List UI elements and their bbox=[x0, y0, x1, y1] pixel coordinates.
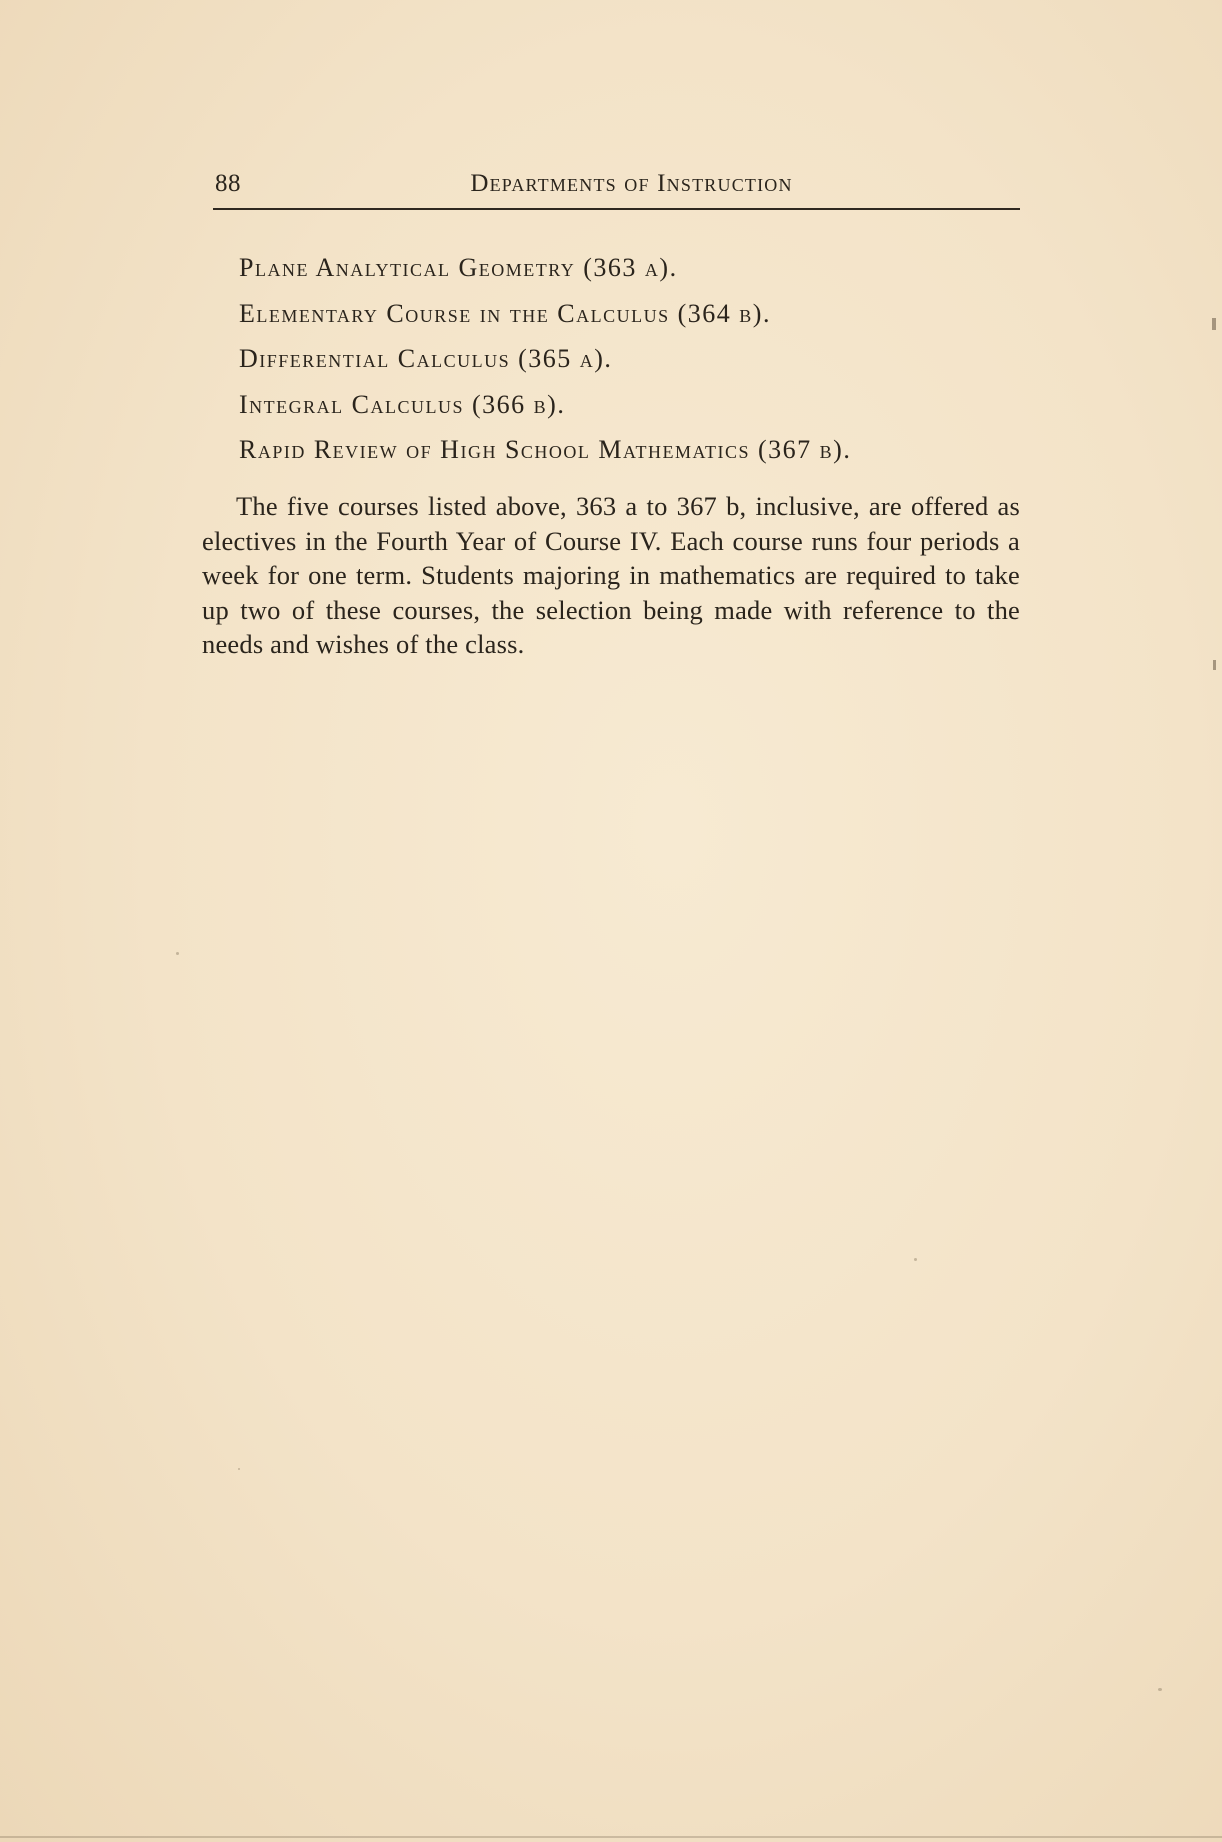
course-item: Rapid Review of High School Mathematics (367 b). bbox=[239, 435, 852, 464]
header-rule bbox=[213, 208, 1020, 210]
course-item: Integral Calculus (366 b). bbox=[239, 389, 566, 419]
paper-speck bbox=[176, 952, 179, 955]
running-head: Departments of Instruction bbox=[470, 170, 793, 197]
paper-speck bbox=[1158, 1688, 1162, 1691]
paper-speck bbox=[238, 1468, 240, 1470]
page-number: 88 bbox=[215, 170, 241, 197]
course-item: Plane Analytical Geometry (363 a). bbox=[239, 253, 678, 282]
course-item: Differential Calculus (365 a). bbox=[239, 344, 613, 373]
course-item: Elementary Course in the Calculus (364 b). bbox=[239, 298, 771, 328]
course-description: The five courses listed above, 363 a to 367 b, inclusive, are offered as electives in the Fourth Year of Course IV. Each course runs four periods a week for one term. Students majoring in mathematics are required to take up two of these courses, the selection being made with reference to the needs and wishes of the class. bbox=[202, 491, 1020, 660]
course-list bbox=[239, 250, 851, 478]
edge-mark bbox=[1213, 660, 1216, 670]
page-header bbox=[213, 162, 1020, 206]
edge-mark bbox=[1212, 318, 1216, 330]
paper-speck bbox=[914, 1258, 917, 1261]
edge-mark bbox=[0, 1836, 1222, 1838]
